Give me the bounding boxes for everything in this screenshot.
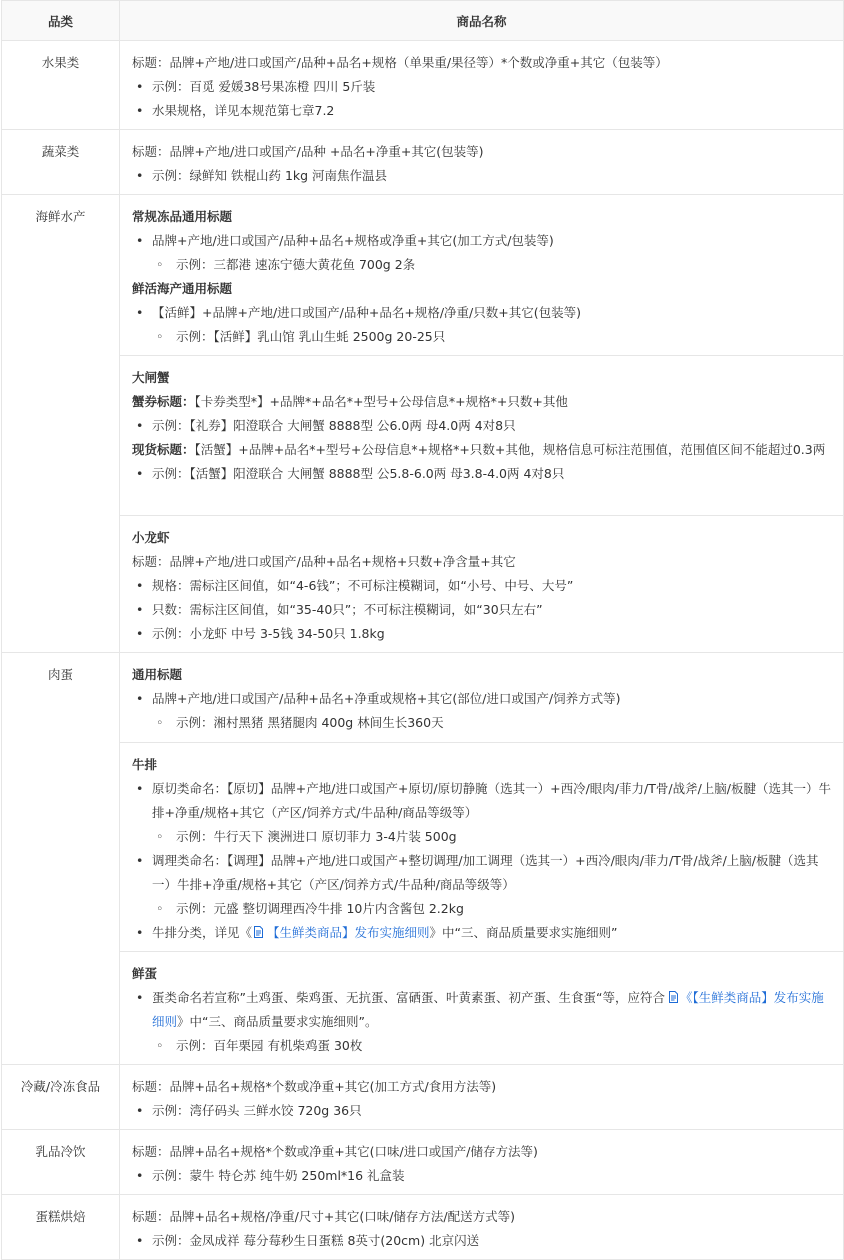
seafood-general-heading: 常规冻品通用标题 [132, 209, 233, 224]
dairy-title-rule: 标题：品牌+品名+规格*个数或净重+其它(口味/进口或国产/储存方法等) [132, 1144, 538, 1159]
frozen-title-rule: 标题：品牌+品名+规格*个数或净重+其它(加工方式/食用方法等) [132, 1079, 497, 1094]
frozen-example: • 示例：湾仔码头 三鲜水饺 720g 36只 [132, 1099, 831, 1123]
cake-example: • 示例：金凤成祥 莓分莓秒生日蛋糕 8英寸(20cm) 北京闪送 [132, 1229, 831, 1253]
row-cake [2, 1195, 844, 1260]
header-name: 商品名称 [120, 1, 844, 41]
content-vegetable [120, 130, 844, 195]
crab-stock-example: • 示例：【活蟹】阳澄联合 大闸蟹 8888型 公5.8-6.0两 母3.8-4.0两 4对8只 [132, 462, 831, 486]
seafood-live-example: ◦ 示例：【活鲜】乳山馆 乳山生蚝 2500g 20-25只 [132, 325, 831, 349]
steak-class-post: 》中“三、商品质量要求实施细则” [429, 925, 618, 940]
crayfish-spec-rule: • 规格：需标注区间值，如“4-6钱”；不可标注模糊词，如“小号、中号、大号” [132, 574, 831, 598]
content-cake [120, 1195, 844, 1260]
fruit-example: • 示例：百觅 爱媛38号果冻橙 四川 5斤装 [132, 75, 831, 99]
fruit-spec-note: • 水果规格，详见本规范第七章7.2 [132, 99, 831, 123]
crab-stock-label: 现货标题： [132, 442, 195, 457]
document-icon [668, 991, 679, 1003]
row-meat-general [2, 653, 844, 743]
steak-heading: 牛排 [132, 757, 158, 772]
crab-stock-rule [132, 438, 831, 462]
category-seafood: 海鲜水产 [2, 195, 120, 653]
egg-rule [132, 986, 831, 1034]
row-seafood-general [2, 195, 844, 356]
row-meat-steak [2, 743, 844, 952]
crab-heading: 大闸蟹 [132, 370, 170, 385]
category-fruit: 水果类 [2, 41, 120, 130]
crab-stock-rule-text: 【活蟹】+品牌+品名*+型号+公母信息*+规格*+只数+其他，规格信息可标注范围值，范围值区间不能超过0.3两 [194, 442, 826, 457]
category-frozen: 冷藏/冷冻食品 [2, 1065, 120, 1130]
steak-original-example: ◦ 示例：牛行天下 澳洲进口 原切菲力 3-4片装 500g [132, 825, 831, 849]
fruit-title-rule: 标题：品牌+产地/进口或国产/品种+品名+规格（单果重/果径等）*个数或净重+其它（包装等） [132, 55, 668, 70]
content-seafood-crab [120, 356, 844, 516]
steak-original-rule: • 原切类命名：【原切】品牌+产地/进口或国产+原切/原切静腌（选其一）+西冷/眼肉/菲力/T骨/战斧/上脑/板腱（选其一）牛排+净重/规格+其它（产区/饲养方式/牛品种/商品等级等） [132, 777, 831, 825]
row-dairy [2, 1130, 844, 1195]
content-seafood-general [120, 195, 844, 356]
crayfish-heading: 小龙虾 [132, 530, 170, 545]
steak-class-pre: 牛排分类，详见《 [152, 925, 253, 940]
egg-rule-post: 》中“三、商品质量要求实施细则”。 [177, 1014, 378, 1029]
category-dairy: 乳品冷饮 [2, 1130, 120, 1195]
crayfish-title-rule: 标题：品牌+产地/进口或国产/品种+品名+规格+只数+净含量+其它 [132, 554, 516, 569]
seafood-general-rule: • 品牌+产地/进口或国产/品种+品名+规格或净重+其它(加工方式/包装等) [132, 229, 831, 253]
steak-classification [132, 921, 831, 945]
egg-rule-pre: 蛋类命名若宣称”土鸡蛋、柴鸡蛋、无抗蛋、富硒蛋、叶黄素蛋、初产蛋、生食蛋“等，应符合 [152, 990, 665, 1005]
cake-title-rule: 标题：品牌+品名+规格/净重/尺寸+其它(口味/储存方法/配送方式等) [132, 1209, 516, 1224]
meat-general-rule: • 品牌+产地/进口或国产/品种+品名+净重或规格+其它(部位/进口或国产/饲养方式等) [132, 687, 831, 711]
steak-detail-link-text: 【生鲜类商品】发布实施细则 [267, 925, 430, 940]
dairy-example: • 示例：蒙牛 特仑苏 纯牛奶 250ml*16 礼盒装 [132, 1164, 831, 1188]
seafood-general-example: ◦ 示例：三都港 速冻宁德大黄花鱼 700g 2条 [132, 253, 831, 277]
crab-coupon-example: • 示例：【礼券】阳澄联合 大闸蟹 8888型 公6.0两 母4.0两 4对8只 [132, 414, 831, 438]
content-meat-egg [120, 952, 844, 1065]
veg-title-rule: 标题：品牌+产地/进口或国产/品种 +品名+净重+其它(包装等) [132, 144, 484, 159]
crayfish-example: • 示例：小龙虾 中号 3-5钱 34-50只 1.8kg [132, 622, 831, 646]
meat-general-example: ◦ 示例：湘村黑猪 黑猪腿肉 400g 林间生长360天 [132, 711, 831, 735]
row-meat-egg [2, 952, 844, 1065]
row-seafood-crayfish [2, 516, 844, 653]
content-dairy [120, 1130, 844, 1195]
row-vegetable [2, 130, 844, 195]
header-category: 品类 [2, 1, 120, 41]
crab-coupon-rule [132, 390, 831, 414]
seafood-live-rule: • 【活鲜】+品牌+产地/进口或国产/品种+品名+规格/净重/只数+其它(包装等) [132, 301, 831, 325]
veg-example: • 示例：绿鲜知 铁棍山药 1kg 河南焦作温县 [132, 164, 831, 188]
content-meat-steak [120, 743, 844, 952]
egg-detail-link-text: 【生鲜类商品】发布实施细则 [152, 990, 824, 1029]
seafood-live-heading: 鲜活海产通用标题 [132, 281, 233, 296]
row-frozen [2, 1065, 844, 1130]
egg-example: ◦ 示例：百年栗园 有机柴鸡蛋 30枚 [132, 1034, 831, 1058]
content-meat-general [120, 653, 844, 743]
crab-coupon-rule-text: 【卡券类型*】+品牌*+品名*+型号+公母信息*+规格*+只数+其他 [194, 394, 568, 409]
content-frozen [120, 1065, 844, 1130]
category-vegetable: 蔬菜类 [2, 130, 120, 195]
egg-heading: 鲜蛋 [132, 966, 158, 981]
category-meat-egg: 肉蛋 [2, 653, 120, 1065]
meat-general-heading: 通用标题 [132, 667, 183, 682]
crayfish-count-rule: • 只数：需标注区间值，如“35-40只”；不可标注模糊词，如“30只左右” [132, 598, 831, 622]
header-row [2, 1, 844, 41]
content-seafood-crayfish [120, 516, 844, 653]
row-fruit [2, 41, 844, 130]
category-cake: 蛋糕烘焙 [2, 1195, 120, 1260]
steak-detail-link[interactable] [252, 925, 430, 940]
content-fruit [120, 41, 844, 130]
row-seafood-crab [2, 356, 844, 516]
steak-marinated-rule: • 调理类命名：【调理】品牌+产地/进口或国产+整切调理/加工调理（选其一）+西冷/眼肉/菲力/T骨/战斧/上脑/板腱（选其一）牛排+净重/规格+其它（产区/饲养方式/牛品种/商品等级等） [132, 849, 831, 897]
steak-marinated-example: ◦ 示例：元盛 整切调理西冷牛排 10片内含酱包 2.2kg [132, 897, 831, 921]
document-icon [253, 926, 264, 938]
naming-rules-table [1, 0, 844, 1260]
crab-coupon-label: 蟹券标题： [132, 394, 195, 409]
egg-detail-link[interactable]: 《【生鲜类商品】发布实施细则 [152, 990, 824, 1029]
